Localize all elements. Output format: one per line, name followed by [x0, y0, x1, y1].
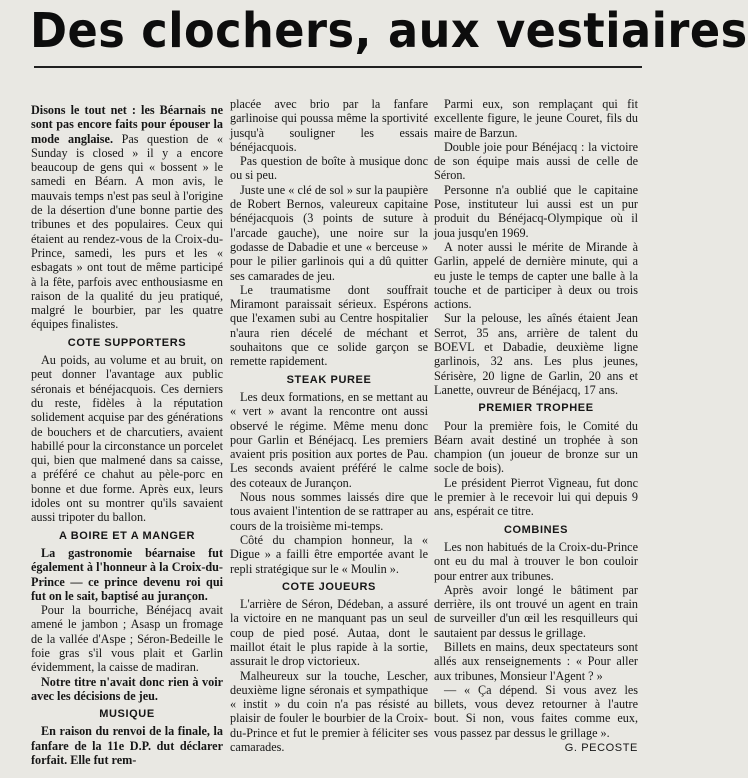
- paragraph: Après avoir longé le bâtiment par derrière, ils ont trouvé un agent en train de surveiller d'un œil les resquilleurs qui sautaient par dessus le grillage.: [434, 582, 638, 640]
- paragraph: Pour la première fois, le Comité du Béarn avait destiné un trophée à son champion (un joueur de bronze sur un socle de bois).: [434, 418, 638, 476]
- paragraph: Le traumatisme dont souffrait Miramont paraissait sérieux. Espérons que l'examen subi au Centre hospitalier n'aura rien décelé de méchant et souhaitons que ce solide garçon se remette rapidement.: [230, 282, 428, 369]
- lead-text: Pas question de « Sunday is closed » il y a encore beaucoup de gens qui « bossent » le samedi en Béarn. A mon avis, le mauvais temps n'est pas seul à l'origine de la désertion d'une bonne partie des tribunes et des populaires. Ceux qui étaient au rendez-vous de la Croix-du-Prince, samedi, les purs et les « esbagats » ont tout de même participé à la fête, parfois avec enthousiasme en raison de la qualité du jeu pratiqué, malgré le bourbier, par les quatre équipes finalistes.: [31, 131, 224, 332]
- subhead-musique: MUSIQUE: [99, 708, 155, 721]
- paragraph: Juste une « clé de sol » sur la paupière de Robert Bernos, valeureux capitaine bénéjacquois (3 points de suture à l'arcade gauche), une noire sur la godasse de Dabadie et une « berceuse » pour le pilier garlinois qui a dû quitter ses camarades de jeu.: [230, 182, 428, 283]
- paragraph-bold: La gastronomie béarnaise fut également à l'honneur à la Croix-du-Prince — ce prince devenu roi qui fut on le sait, baptisé au jurançon.: [31, 545, 223, 603]
- paragraph: Côté du champion honneur, la « Digue » a failli être emportée avant le repli stratégique sur le « Moulin ».: [230, 532, 428, 576]
- paragraph: A noter aussi le mérite de Mirande à Garlin, appelé de dernière minute, qui a eu juste le temps de capter une balle à la touche et de participer à deux ou trois actions.: [434, 239, 638, 312]
- headline-rule: [34, 66, 642, 68]
- column-3: [434, 97, 638, 767]
- paragraph: Malheureux sur la touche, Lescher, deuxième ligne séronais et sympathique « instit » du coin n'a pas résisté au plaisir de fouler le bourbier de la Croix-du-Prince et fut le premier à féliciter ses camarades.: [230, 668, 428, 755]
- column-2: [230, 97, 428, 767]
- paragraph: L'arrière de Séron, Dédeban, a assuré la victoire en ne manquant pas un seul coup de pied posé. Autaa, dont le maillot était le plus rapide à la sortie, assurait le drop victorieux.: [230, 597, 428, 669]
- paragraph: Au poids, au volume et au bruit, on peut donner l'avantage aux public séronais et bénéjacquois. Ces derniers du reste, fidèles à la réputation solidement acquise par des générations de bouchers et de charcutiers, avaient habillé pour la circonstance un porcelet qui, bien que malmené dans sa caisse, a préféré ce chahut au pèle-porc en bonne et due forme. Après eux, leurs idoles ont su montrer qu'ils savaient aussi tripoter du ballon.: [31, 353, 223, 525]
- subhead-a-boire: A BOIRE ET A MANGER: [58, 529, 196, 542]
- paragraph-bold: Notre titre n'avait donc rien à voir avec les décisions de jeu.: [31, 674, 223, 703]
- headline: Des clochers, aux vestiaires: [30, 3, 748, 59]
- paragraph: Personne n'a oublié que le capitaine Pose, instituteur lui aussi est un pur produit du Bénéjacq-Olympique où il joua jusqu'en 1969.: [434, 182, 638, 240]
- paragraph: Sur la pelouse, les aînés étaient Jean Serrot, 35 ans, arrière de talent du BOEVL et Dabadie, deuxième ligne garlinois, 32 ans. Les plus jeunes, Sérisère, 20 ligne de Garlin, 20 ans et Lanette, ouvreur de Bénéjacq, 17 ans.: [434, 311, 638, 397]
- subhead-premier-trophee: PREMIER TROPHEE: [478, 402, 594, 415]
- paragraph: Parmi eux, son remplaçant qui fit excellente figure, le jeune Couret, fils du maire de Barzun.: [434, 97, 638, 140]
- paragraph: Pour la bourriche, Bénéjacq avait amené le jambon ; Asasp un fromage de la vallée d'Aspe ; Séron-Bedeille le foie gras s'il vous plait et Garlin évidemment, la caisse de madiran.: [31, 603, 223, 675]
- subhead-cote-joueurs: COTE JOUEURS: [282, 580, 376, 593]
- subhead-combines: COMBINES: [503, 523, 569, 536]
- column-1: [31, 103, 223, 773]
- lead-bold-text: Disons le tout net : les Béarnais ne sont pas encore faits pour épouser la mode anglaise.: [31, 103, 223, 146]
- lead-paragraph: [31, 103, 223, 332]
- paragraph: Pas question de boîte à musique donc ou si peu.: [230, 154, 428, 183]
- paragraph: Billets en mains, deux spectateurs sont allés aux renseignements : « Pour aller aux tribunes, Monsieur l'Agent ? »: [434, 639, 638, 683]
- author-signature: G. PECOSTE: [564, 742, 638, 755]
- paragraph: — « Ça dépend. Si vous avez les billets, vous devez retourner à l'autre bout. Si non, vous faites comme eux, vous passez par dessus le grillage ».: [434, 682, 638, 740]
- paragraph: Les deux formations, en se mettant au « vert » avant la rencontre ont aussi observé le régime. Même menu donc pour Garlin et Bénéjacq. Les premiers avaient pris position aux portes de Pau. Les seconds avaient préféré le calme des coteaux de Jurançon.: [230, 389, 428, 490]
- subhead-cote-supporters: COTE SUPPORTERS: [67, 336, 187, 349]
- subhead-steak-puree: STEAK PUREE: [286, 373, 372, 386]
- paragraph: Nous nous sommes laissés dire que tous avaient l'intention de se rattraper au cours de la troisième mi-temps.: [230, 490, 428, 533]
- paragraph: placée avec brio par la fanfare garlinoise qui poussa même la sportivité jusqu'à souligner les essais bénéjacquois.: [230, 97, 428, 154]
- paragraph: Les non habitués de la Croix-du-Prince ont eu du mal à trouver le bon couloir pour entrer aux tribunes.: [434, 539, 638, 583]
- paragraph: Double joie pour Bénéjacq : la victoire de son équipe mais aussi de celle de Séron.: [434, 139, 638, 183]
- paragraph-bold: En raison du renvoi de la finale, la fanfare de la 11e D.P. dut déclarer forfait. Elle fut rem-: [31, 724, 223, 768]
- paragraph: Le président Pierrot Vigneau, fut donc le premier à le recevoir lui qui depuis 9 ans, espérait ce titre.: [434, 475, 638, 519]
